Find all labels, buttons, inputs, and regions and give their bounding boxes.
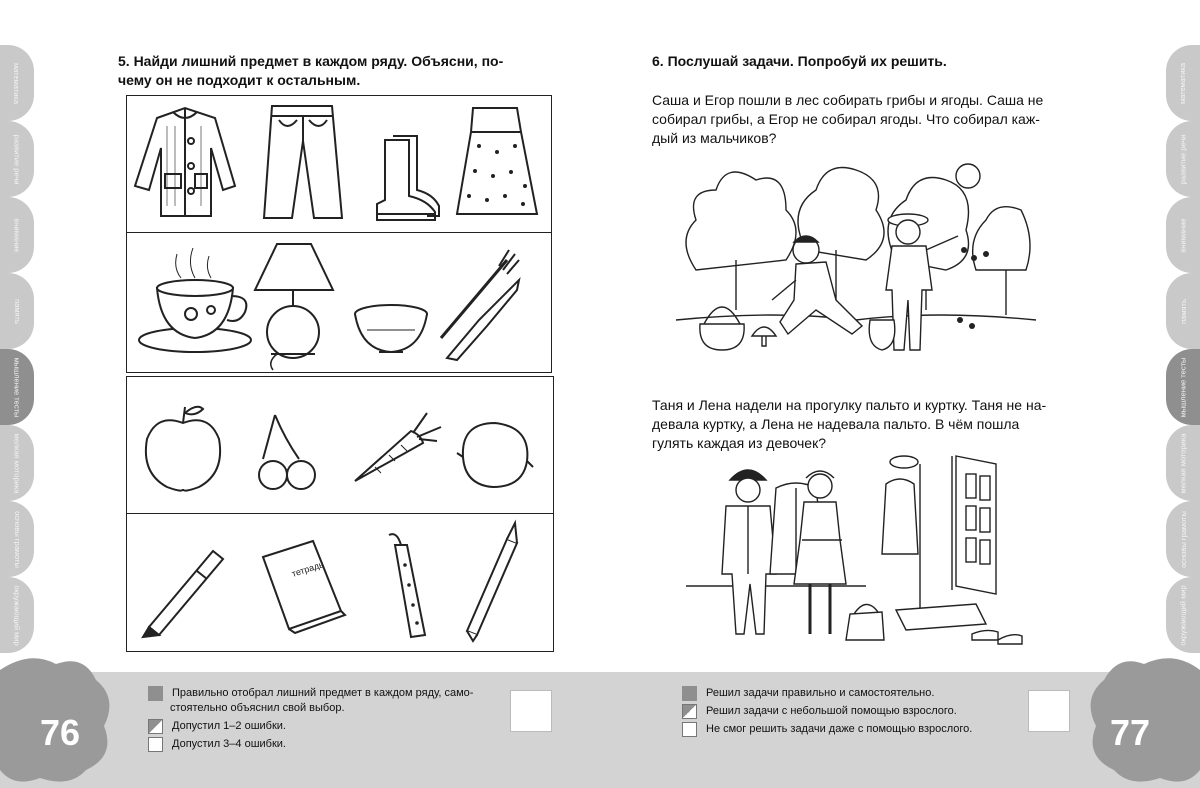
row-clothes (127, 96, 551, 233)
tab-label: мелкая моторика (12, 433, 22, 493)
task5-title-line1: 5. Найди лишний предмет в каждом ряду. Объясни, по- (118, 53, 504, 69)
pencil-icon[interactable] (467, 523, 517, 641)
tab-math-left[interactable] (0, 45, 34, 121)
tab-literacy-left[interactable] (0, 501, 34, 577)
score-box-left[interactable] (510, 690, 552, 732)
tab-label: развитие речи (1178, 134, 1188, 184)
tab-motor-left[interactable] (0, 425, 34, 501)
lemon-icon[interactable] (457, 423, 533, 487)
score-box-right[interactable] (1028, 690, 1070, 732)
tab-memory-left[interactable] (0, 273, 34, 349)
sun-icon (956, 164, 980, 188)
legend-box-empty[interactable] (148, 737, 163, 752)
notebook-label: тетрадь (290, 559, 325, 579)
task5-title (118, 52, 503, 90)
story2-line1: Таня и Лена надели на прогулку пальто и куртку. Таня не на- (652, 397, 1047, 413)
grid-rows-top (126, 95, 552, 373)
legend-box-empty[interactable] (682, 722, 697, 737)
legend-text: Не смог решить задачи даже с помощью взрослого. (706, 723, 973, 735)
legend-box-filled[interactable] (682, 686, 697, 701)
school-items-row-art (127, 515, 553, 651)
doormat-icon (896, 604, 986, 630)
door-icon (952, 456, 996, 594)
tab-speech-left[interactable] (0, 121, 34, 197)
story2-line2: девала куртку, а Лена не надевала пальто. В чём пошла (652, 416, 1020, 432)
tab-thinking-right[interactable] (1166, 349, 1200, 425)
clothes-row-art (127, 96, 551, 232)
legend-text: Допустил 1–2 ошибки. (172, 720, 286, 732)
table-lamp-icon[interactable] (255, 244, 333, 370)
dishes-row-art (127, 234, 551, 372)
hallway-illustration (686, 444, 1040, 654)
task5-title-line2: чему он не подходит к остальным. (118, 72, 361, 88)
dress-icon[interactable] (457, 108, 537, 214)
tab-speech-right[interactable] (1166, 121, 1200, 197)
story1-line3: дый из мальчиков? (652, 130, 777, 146)
tab-label: мышление тесты (12, 357, 22, 417)
notebook-icon[interactable] (263, 541, 345, 633)
tree-icon (973, 207, 1030, 270)
trousers-icon[interactable] (264, 106, 342, 218)
cherries-icon[interactable] (259, 415, 315, 489)
tab-memory-right[interactable] (1166, 273, 1200, 349)
row-school-items (127, 515, 553, 651)
forest-illustration (676, 150, 1036, 362)
bowl-icon[interactable] (355, 305, 427, 352)
legend-left (148, 684, 473, 753)
legend-row-fair (148, 735, 473, 753)
page-number-left: 76 (40, 712, 81, 753)
jacket-icon[interactable] (135, 108, 235, 216)
tab-label: внимание (12, 217, 22, 253)
fruits-row-art (127, 377, 553, 513)
tab-label: мышление тесты (1178, 357, 1188, 417)
legend-row-good (148, 717, 473, 735)
legend-row-fair (682, 720, 972, 738)
legend-text: Решил задачи с небольшой помощью взрослого. (706, 705, 957, 717)
legend-text: Допустил 3–4 ошибки. (172, 738, 286, 750)
bag-icon (846, 604, 884, 640)
legend-text: Решил задачи правильно и самостоятельно. (706, 687, 935, 699)
tab-thinking-left[interactable] (0, 349, 34, 425)
tab-attention-left[interactable] (0, 197, 34, 273)
carrot-icon[interactable] (355, 413, 441, 481)
tab-label: развитие речи (12, 134, 22, 184)
legend-text: стоятельно объяснил свой выбор. (170, 702, 345, 714)
page-number-right: 77 (1110, 712, 1151, 753)
legend-row-excellent-cont (148, 699, 473, 717)
grid-rows-bottom (126, 376, 554, 652)
tab-label: мелкая моторика (1178, 433, 1188, 493)
umbrella-icon[interactable] (389, 534, 425, 637)
tab-label: память (1178, 298, 1188, 324)
shoes-icon (972, 630, 1022, 644)
row-dishes (127, 234, 551, 372)
tree-icon (686, 172, 796, 270)
pen-icon[interactable] (143, 551, 223, 637)
tab-label: окружающий мир (1178, 584, 1188, 646)
story-mushrooms (652, 91, 1043, 148)
girl-in-jacket (722, 470, 776, 634)
tab-literacy-right[interactable] (1166, 501, 1200, 577)
basket-icon (700, 307, 744, 350)
tab-label: основы грамоты (12, 510, 22, 568)
teacup-icon[interactable] (139, 248, 251, 352)
story1-line1: Саша и Егор пошли в лес собирать грибы и ягоды. Саша не (652, 92, 1044, 108)
rubber-boots-icon[interactable] (377, 136, 439, 220)
legend-box-half[interactable] (148, 719, 163, 734)
tab-label: математика (1178, 62, 1188, 104)
tab-world-left[interactable] (0, 577, 34, 653)
tab-attention-right[interactable] (1166, 197, 1200, 273)
row-fruits (127, 377, 553, 514)
story1-line2: собирал грибы, а Егор не собирал ягоды. Что собирал каж- (652, 111, 1040, 127)
tab-label: основы грамоты (1178, 510, 1188, 568)
tab-label: математика (12, 62, 22, 104)
legend-box-filled[interactable] (148, 686, 163, 701)
coat-rack-icon (882, 456, 934, 624)
legend-box-half[interactable] (682, 704, 697, 719)
mushroom-icon (752, 327, 776, 346)
legend-row-excellent (682, 684, 972, 702)
story2-line3: гулять каждая из девочек? (652, 435, 826, 451)
tab-world-right[interactable] (1166, 577, 1200, 653)
legend-right (682, 684, 972, 738)
fork-and-knife-icon[interactable] (441, 250, 519, 360)
task6-title: 6. Послушай задачи. Попробуй их решить. (652, 53, 947, 69)
tab-label: внимание (1178, 217, 1188, 253)
legend-row-good (682, 702, 972, 720)
apple-icon[interactable] (146, 407, 220, 491)
tab-math-right[interactable] (1166, 45, 1200, 121)
tab-motor-right[interactable] (1166, 425, 1200, 501)
tab-label: память (12, 298, 22, 324)
legend-text: Правильно отобрал лишний предмет в каждом ряду, само- (172, 687, 474, 699)
tab-label: окружающий мир (12, 584, 22, 646)
